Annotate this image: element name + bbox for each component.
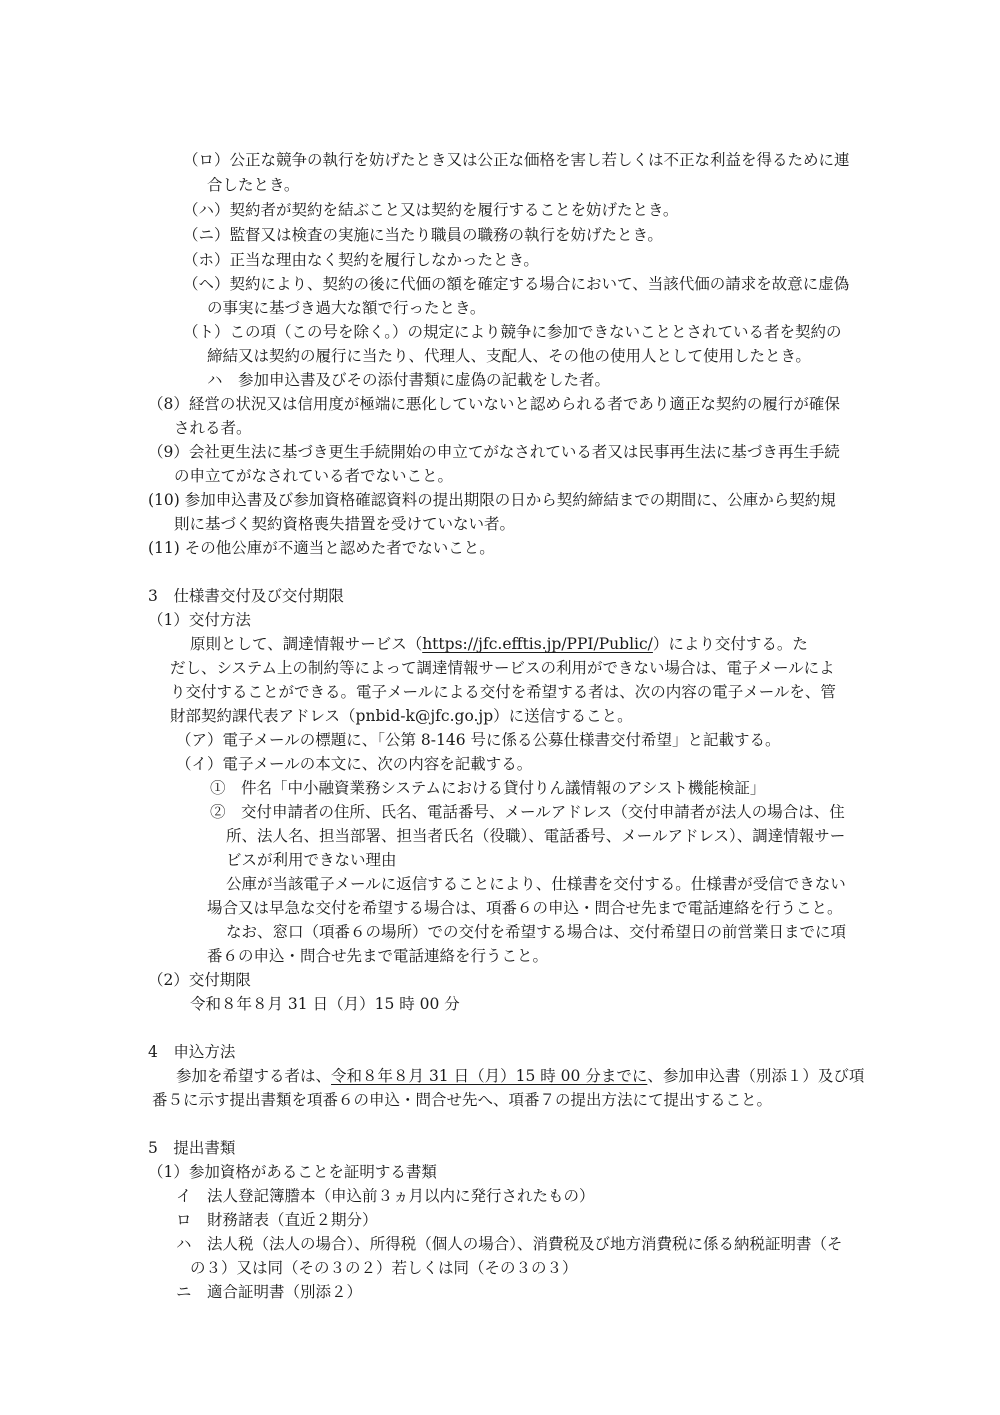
section3-sub1-heading: （1）交付方法: [148, 611, 251, 629]
item-he-line1: （ヘ）契約により、契約の後に代価の額を確定する場合において、当該代価の請求を故意に虚偽: [183, 275, 850, 293]
item-8-line2: される者。: [174, 419, 252, 437]
doc-item-ha-line2: の３）又は同（その３の２）若しくは同（その３の３）: [190, 1259, 578, 1277]
procurement-service-url[interactable]: https://jfc.efftis.jp/PPI/Public/: [422, 635, 653, 653]
item-10-line1: (10) 参加申込書及び参加資格確認資料の提出期限の日から契約締結までの期間に、公庫から契約規: [148, 491, 836, 509]
section3-para3-line2: 番６の申込・問合せ先まで電話連絡を行うこと。: [207, 947, 549, 965]
section3-heading: 3 仕様書交付及び交付期限: [148, 587, 344, 605]
para1-text-pre: 原則として、調達情報サービス（: [190, 635, 423, 653]
item-9-line1: （9）会社更生法に基づき更生手続開始の申立てがなされている者又は民事再生法に基づき再生手続: [148, 443, 840, 461]
section3-para1-line3: り交付することができる。電子メールによる交付を希望する者は、次の内容の電子メールを、管: [170, 683, 836, 701]
doc-item-ha-line1: ハ 法人税（法人の場合）、所得税（個人の場合）、消費税及び地方消費税に係る納税証明書（そ: [176, 1235, 843, 1253]
section3-para1-line2: だし、システム上の制約等によって調達情報サービスの利用ができない場合は、電子メールによ: [170, 659, 835, 677]
para1-text-post: ）により交付する。た: [652, 635, 808, 653]
item-a: （ア）電子メールの標題に、「公第 8-146 号に係る公募仕様書交付希望」と記載する。: [176, 731, 781, 749]
doc-item-ni: ニ 適合証明書（別添２）: [176, 1283, 363, 1301]
doc-item-i: イ 法人登記簿謄本（申込前３ヵ月以内に発行されたもの）: [176, 1187, 595, 1205]
section3-para2-line1: 公庫が当該電子メールに返信することにより、仕様書を交付する。仕様書が受信できない: [226, 875, 846, 893]
section5-heading: 5 提出書類: [148, 1139, 236, 1157]
item-ro-line1: （ロ）公正な競争の執行を妨げたとき又は公正な価格を害し若しくは不正な利益を得るために連: [183, 151, 850, 169]
item-to-line2: 締結又は契約の履行に当たり、代理人、支配人、その他の使用人として使用したとき。: [207, 347, 811, 365]
item-10-line2: 則に基づく契約資格喪失措置を受けていない者。: [174, 515, 516, 533]
item-ro-line2: 合したとき。: [207, 176, 300, 194]
item-he-line2: の事実に基づき過大な額で行ったとき。: [207, 299, 486, 317]
section4-heading: 4 申込方法: [148, 1043, 236, 1061]
item-circle2-line1: ② 交付申請者の住所、氏名、電話番号、メールアドレス（交付申請者が法人の場合は、住: [210, 803, 845, 821]
item-8-line1: （8）経営の状況又は信用度が極端に悪化していないと認められる者であり適正な契約の履行が確保: [148, 395, 840, 413]
section3-para3-line1: なお、窓口（項番６の場所）での交付を希望する場合は、交付希望日の前営業日までに項: [226, 923, 847, 941]
section4-para-line2: 番５に示す提出書類を項番６の申込・問合せ先へ、項番７の提出方法にて提出すること。: [152, 1091, 773, 1109]
section4-para-line1: [176, 1065, 864, 1087]
doc-item-ro: ロ 財務諸表（直近２期分）: [176, 1211, 378, 1229]
section4-deadline-underlined: 令和８年８月 31 日（月）15 時 00 分までに: [331, 1067, 648, 1085]
section5-sub1-heading: （1）参加資格があることを証明する書類: [148, 1163, 437, 1181]
item-to-line1: （ト）この項（この号を除く。）の規定により競争に参加できないこととされている者を契約の: [183, 323, 842, 341]
section4-text-pre: 参加を希望する者は、: [176, 1067, 332, 1085]
section4-text-post: 、参加申込書（別添１）及び項: [647, 1067, 865, 1085]
section3-para1-line4: 財部契約課代表アドレス（pnbid-k@jfc.go.jp）に送信すること。: [170, 707, 633, 725]
item-ho: （ホ）正当な理由なく契約を履行しなかったとき。: [183, 251, 539, 269]
section3-deadline: 令和８年８月 31 日（月）15 時 00 分: [190, 995, 460, 1013]
item-circle2-line3: ビスが利用できない理由: [226, 851, 397, 869]
section3-sub2-heading: （2）交付期限: [148, 971, 251, 989]
section3-para2-line2: 場合又は早急な交付を希望する場合は、項番６の申込・問合せ先まで電話連絡を行うこと。: [207, 899, 843, 917]
item-ni: （ニ）監督又は検査の実施に当たり職員の職務の執行を妨げたとき。: [183, 226, 663, 244]
item-i: （イ）電子メールの本文に、次の内容を記載する。: [176, 755, 533, 773]
item-ha: （ハ）契約者が契約を結ぶこと又は契約を履行することを妨げたとき。: [183, 201, 679, 219]
item-11: (11) その他公庫が不適当と認めた者でないこと。: [148, 539, 495, 557]
item-ha2: ハ 参加申込書及びその添付書類に虚偽の記載をした者。: [207, 371, 611, 389]
item-circle2-line2: 所、法人名、担当部署、担当者氏名（役職）、電話番号、メールアドレス）、調達情報サー: [226, 827, 846, 845]
section3-para1-line1: [190, 633, 808, 655]
item-circle1: ① 件名「中小融資業務システムにおける貸付りん議情報のアシスト機能検証」: [210, 779, 766, 797]
item-9-line2: の申立てがなされている者でないこと。: [174, 467, 454, 485]
